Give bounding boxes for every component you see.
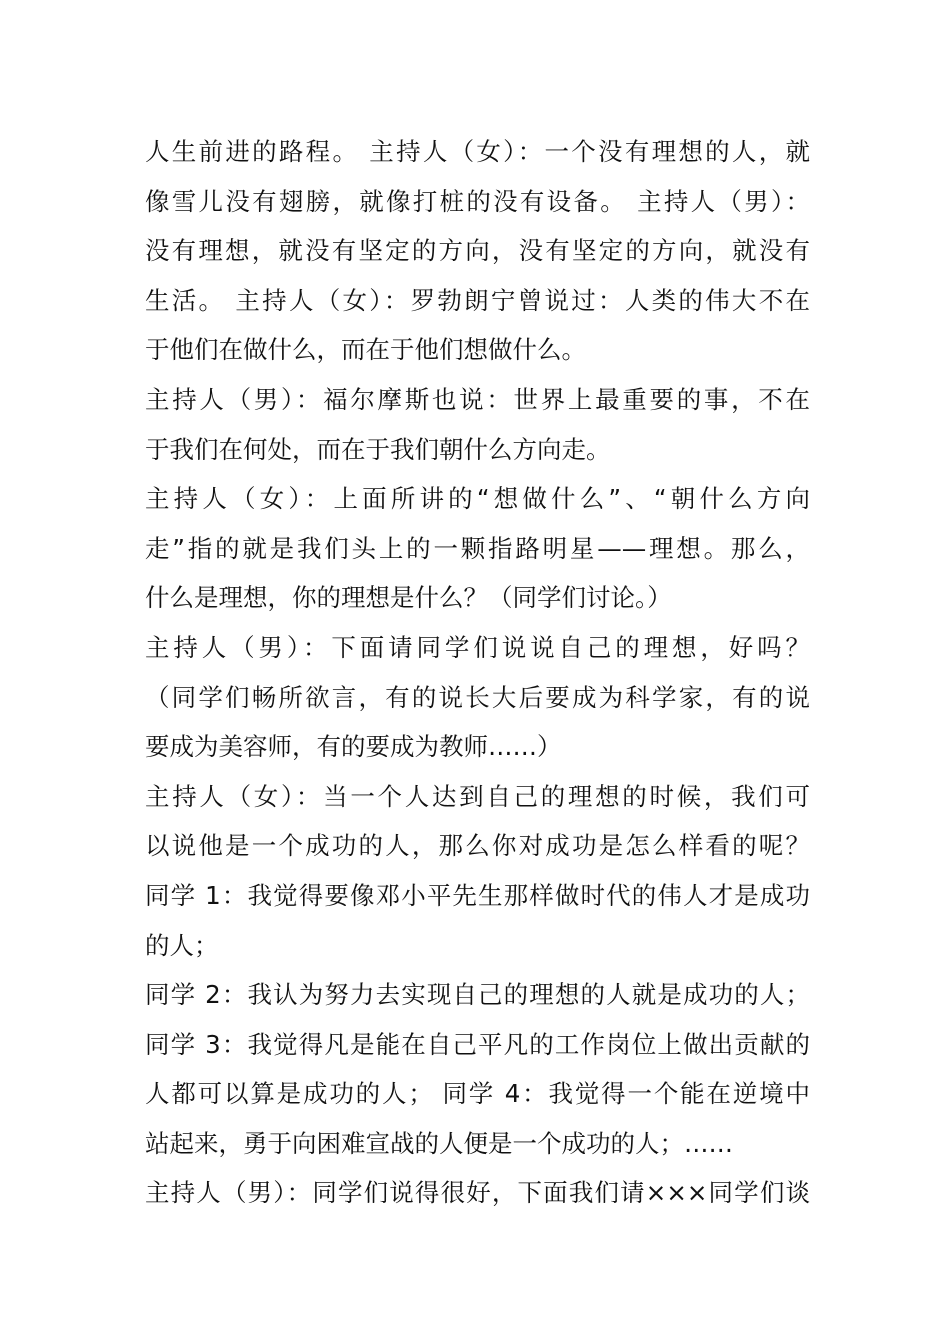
text-line: 什么是理想，你的理想是什么？（同学们讨论。） — [145, 583, 672, 613]
text-line: 人都可以算是成功的人； 同学 4：我觉得一个能在逆境中 — [145, 1079, 810, 1109]
text-line: 以说他是一个成功的人，那么你对成功是怎么样看的呢？ — [145, 831, 810, 861]
text-line: 主持人（男）：下面请同学们说说自己的理想，好吗？ — [145, 632, 810, 662]
text-line: 没有理想，就没有坚定的方向，没有坚定的方向，就没有 — [145, 236, 810, 266]
text-line: 生活。 主持人（女）：罗勃朗宁曾说过：人类的伟大不在 — [145, 285, 810, 315]
text-line: 于我们在何处，而在于我们朝什么方向走。 — [145, 434, 611, 464]
text-line: 同学 3：我觉得凡是能在自己平凡的工作岗位上做出贡献的 — [145, 1029, 810, 1059]
text-line: 主持人（男）：福尔摩斯也说：世界上最重要的事，不在 — [145, 384, 810, 414]
text-line: 像雪儿没有翅膀，就像打桩的没有设备。 主持人（男）： — [145, 186, 810, 216]
document-body — [145, 127, 810, 1218]
text-line: 的人； — [145, 930, 219, 960]
text-line: （同学们畅所欲言，有的说长大后要成为科学家，有的说 — [145, 682, 810, 712]
text-line: 于他们在做什么，而在于他们想做什么。 — [145, 335, 586, 365]
text-line: 人生前进的路程。 主持人（女）：一个没有理想的人，就 — [145, 137, 810, 166]
text-line: 主持人（女）：上面所讲的“想做什么”、“朝什么方向 — [145, 484, 810, 514]
text-line: 主持人（女）：当一个人达到自己的理想的时候，我们可 — [145, 781, 810, 811]
text-line: 同学 1：我觉得要像邓小平先生那样做时代的伟人才是成功 — [145, 880, 810, 910]
text-line: 同学 2：我认为努力去实现自己的理想的人就是成功的人； — [145, 980, 810, 1010]
text-line: 站起来，勇于向困难宣战的人便是一个成功的人；…… — [145, 1128, 733, 1158]
text-line: 要成为美容师，有的要成为教师……） — [145, 732, 562, 762]
text-line: 走”指的就是我们头上的一颗指路明星——理想。那么， — [145, 533, 810, 563]
text-line: 主持人（男）：同学们说得很好，下面我们请×××同学们谈 — [145, 1178, 810, 1208]
